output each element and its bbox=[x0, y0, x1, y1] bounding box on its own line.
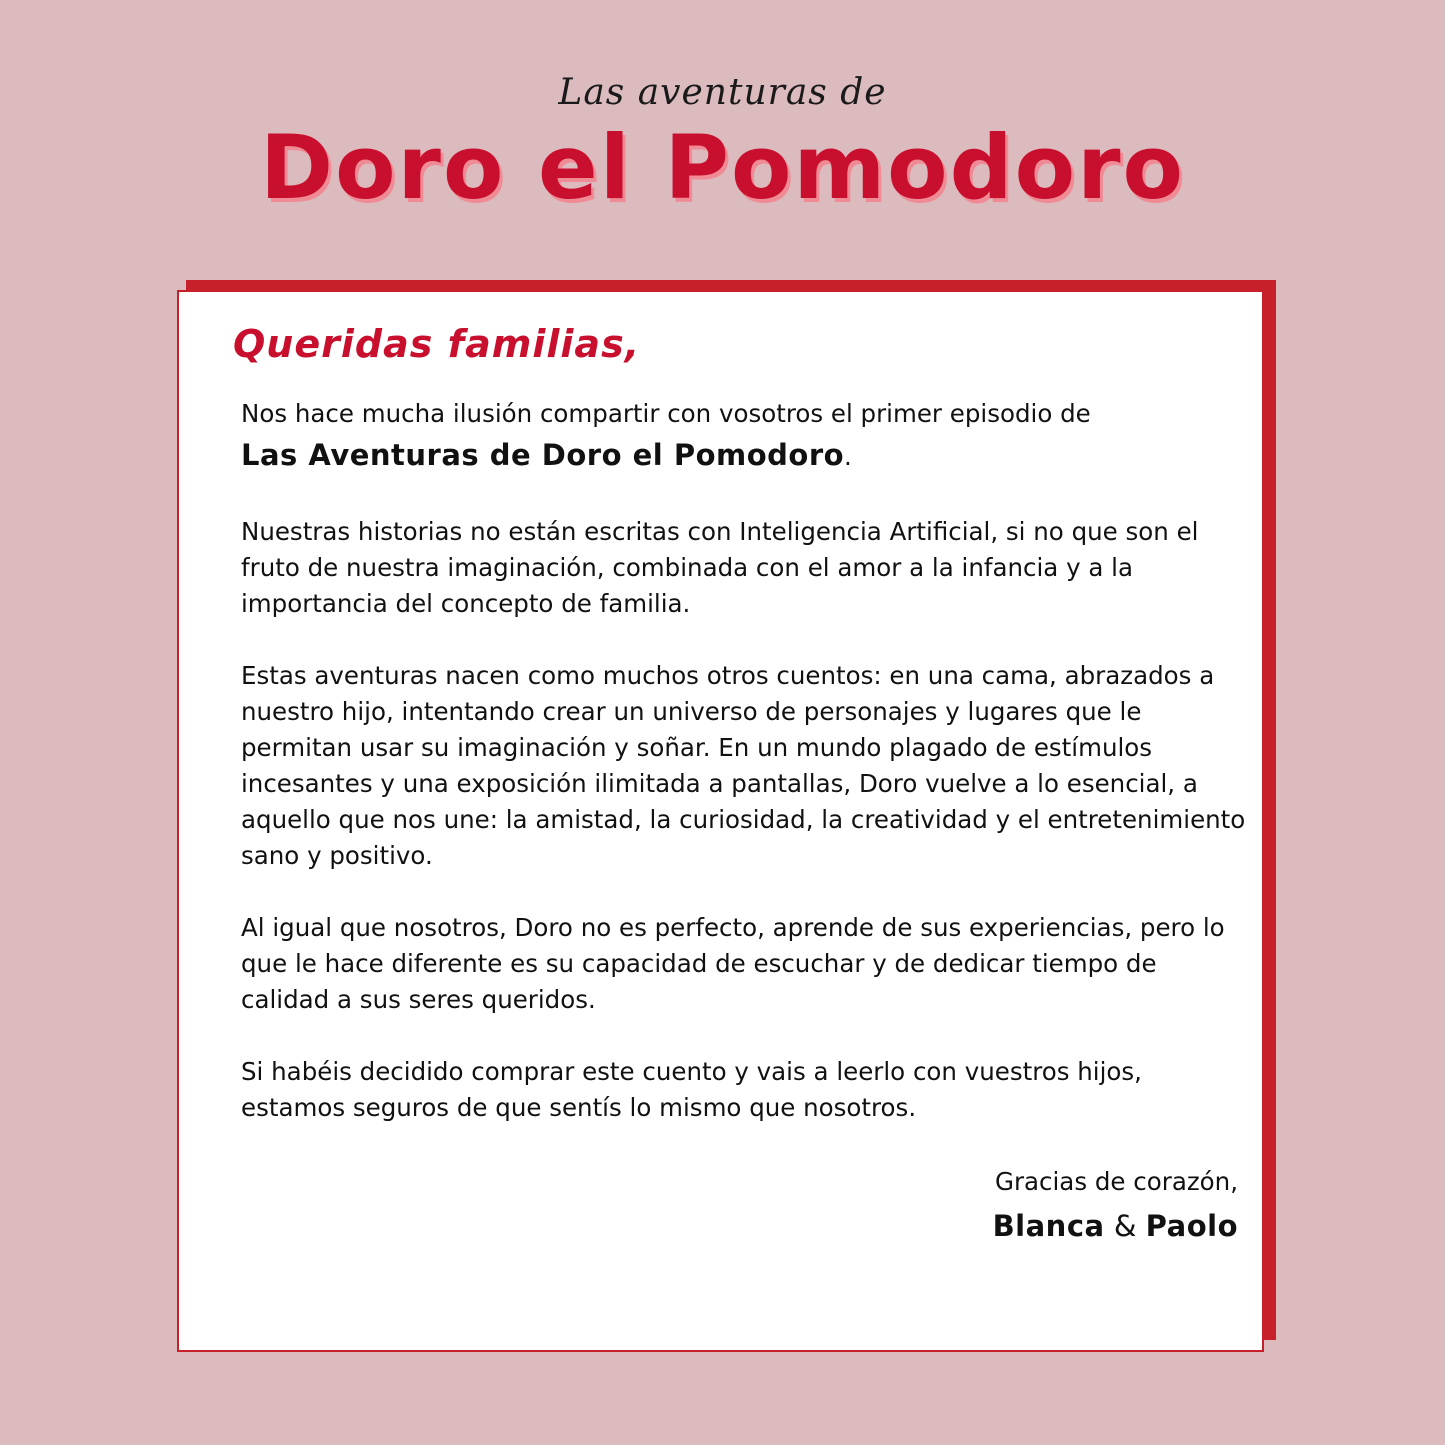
paragraph-5: Si habéis decidido comprar este cuento y vais a leerlo con vuestros hijos, estamos seguros de que sentís lo mismo que nosotros. bbox=[241, 1057, 1142, 1122]
paragraph-intro bbox=[241, 396, 1251, 478]
paragraph-2: Nuestras historias no están escritas con Inteligencia Artificial, si no que son el fruto de nuestra imaginación, combinada con el amor a la infancia y a la importancia del concepto de familia. bbox=[241, 517, 1199, 618]
signer-blanca: Blanca bbox=[992, 1209, 1105, 1243]
letter-card bbox=[177, 290, 1264, 1352]
signature bbox=[993, 1206, 1238, 1246]
header-subtitle: Las aventuras de bbox=[558, 72, 887, 113]
signature-ampersand: & bbox=[1113, 1209, 1137, 1243]
paragraph-3: Estas aventuras nacen como muchos otros cuentos: en una cama, abrazados a nuestro hijo, intentando crear un universo de personajes y lugares que le permitan usar su imaginación y soñar. En un mundo plagado de estímulos incesantes y una exposición ilimitada a pantallas, Doro vuelve a lo esencial, a aquello que nos une: la amistad, la curiosidad, la creatividad y el entretenimiento sano y positivo. bbox=[241, 661, 1246, 870]
paragraph-4: Al igual que nosotros, Doro no es perfecto, aprende de sus experiencias, pero lo que le hace diferente es su capacidad de escuchar y de dedicar tiempo de calidad a sus seres queridos. bbox=[241, 913, 1225, 1014]
closing-line: Gracias de corazón, bbox=[994, 1167, 1238, 1196]
book-title: Las Aventuras de Doro el Pomodoro bbox=[241, 438, 845, 472]
page-title: Doro el Pomodoro bbox=[260, 116, 1185, 219]
book-title-period: . bbox=[844, 442, 852, 471]
letter-greeting: Queridas familias, bbox=[233, 322, 641, 366]
signer-paolo: Paolo bbox=[1145, 1209, 1238, 1243]
paragraph-intro-text: Nos hace mucha ilusión compartir con vosotros el primer episodio de bbox=[241, 399, 1091, 428]
letter-body bbox=[241, 396, 1251, 1162]
letter-signoff bbox=[993, 1164, 1238, 1246]
